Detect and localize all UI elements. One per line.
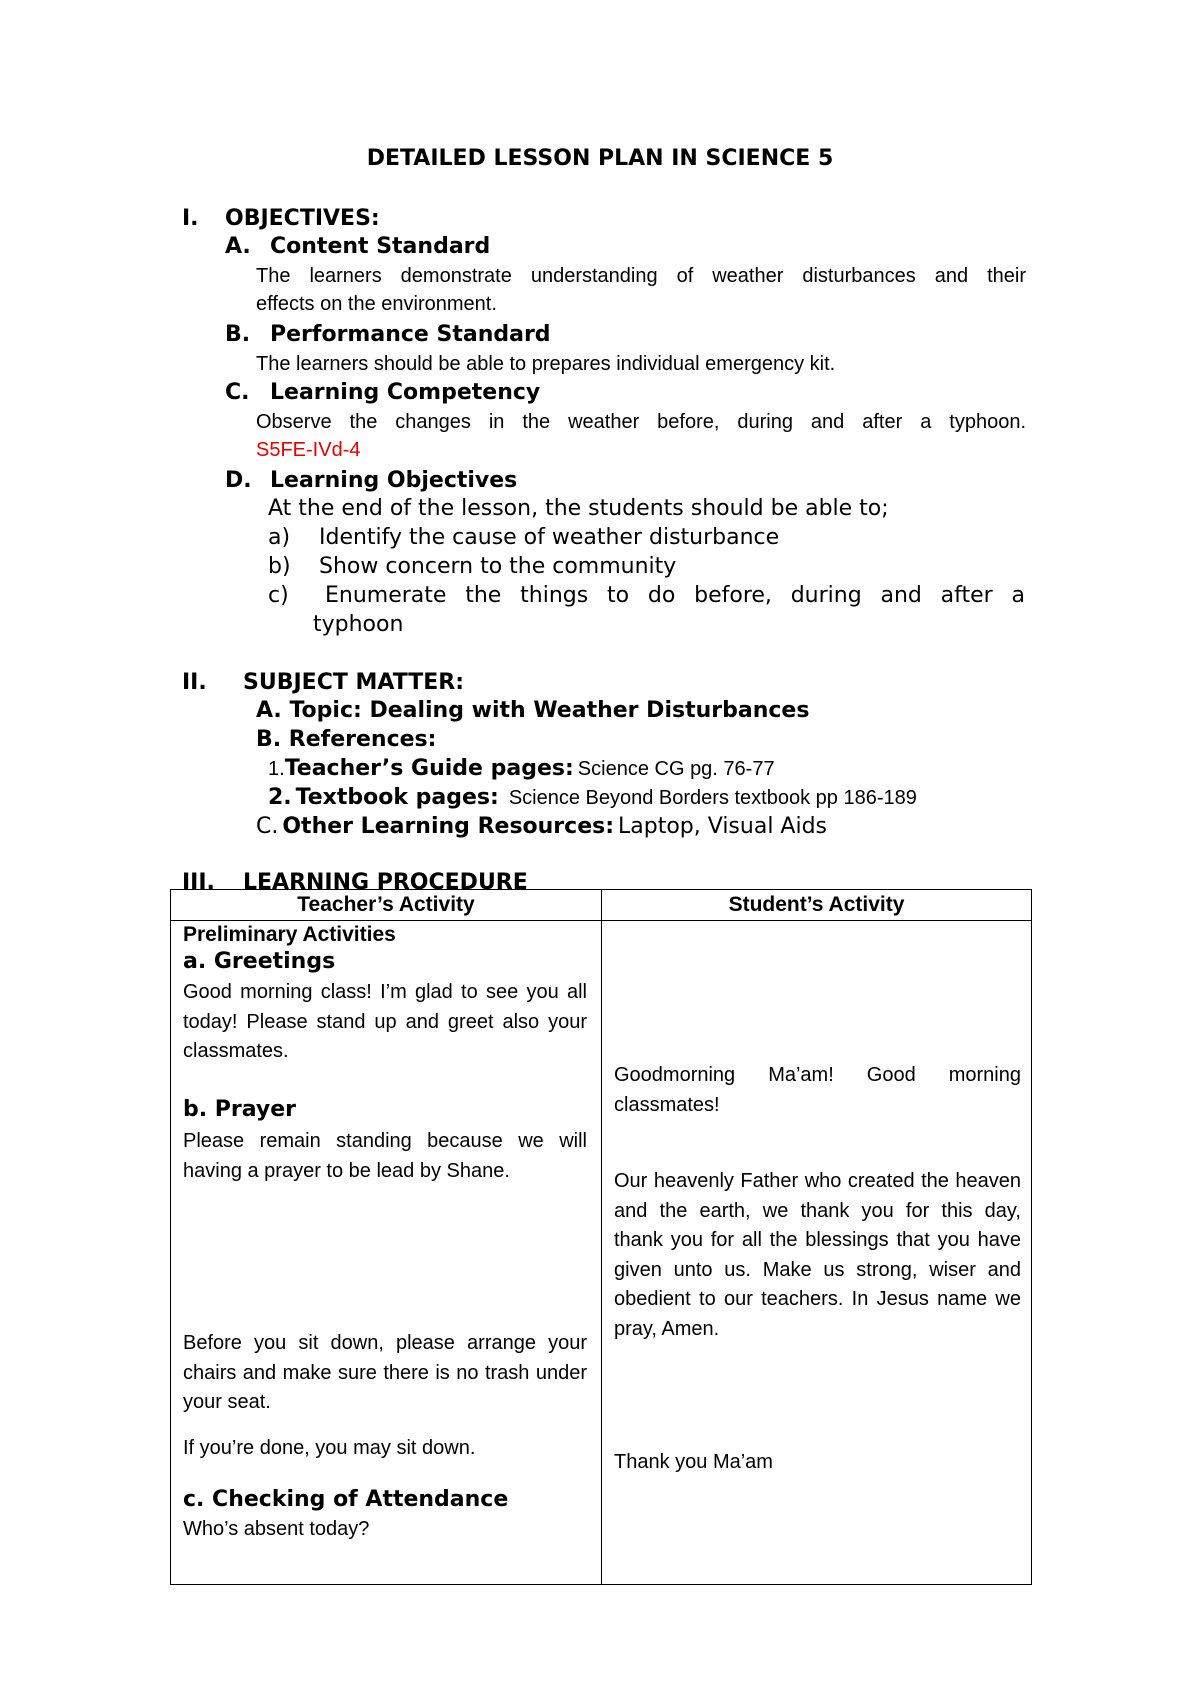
student-activity-header: Student’s Activity [602,890,1032,921]
learning-procedure-heading: LEARNING PROCEDURE [243,870,528,895]
competency-code: S5FE-IVd-4 [256,439,361,461]
teacher-activity-header: Teacher’s Activity [171,890,602,921]
arrange-chairs-text: Before you sit down, please arrange your chairs and make sure there is no trash under your seat. [183,1332,587,1413]
other-resources-value: Laptop, Visual Aids [618,814,828,839]
objective-marker: a) [268,525,291,550]
reference-letter: C. [256,814,279,839]
section-numeral: III. [182,870,215,895]
references-heading: B. References: [256,727,437,752]
objective-marker: c) [268,583,289,608]
textbook-label: Textbook pages: [295,785,499,810]
subsection-letter: D. [225,468,252,493]
topic: A. Topic: Dealing with Weather Disturbances [256,698,810,723]
learning-objectives-intro: At the end of the lesson, the students should be able to; [268,496,889,521]
subsection-letter: A. [225,234,251,259]
subject-matter-heading: SUBJECT MATTER: [243,670,464,695]
section-numeral: II. [182,670,207,695]
other-resources-label: Other Learning Resources: [282,814,615,839]
table-header-row [171,890,1032,921]
preliminary-heading: Preliminary Activities [183,923,396,946]
student-activity-cell [602,921,1032,1585]
thanks-reply: Thank you Ma’am [614,1451,773,1473]
objectives-heading: OBJECTIVES: [225,206,380,231]
greetings-heading: a. Greetings [183,949,336,974]
other-resources-line [256,814,827,839]
document-title: DETAILED LESSON PLAN IN SCIENCE 5 [366,146,834,171]
procedure-table [170,889,1032,1585]
reference-number: 2. [268,785,292,810]
greetings-text: Good morning class! I’m glad to see you all today! Please stand up and greet also your classmates. [183,981,587,1062]
section-numeral: I. [182,206,199,231]
prayer-reply: Our heavenly Father who created the heaven and the earth, we thank you for this day, thank you for all the blessings that you have given unto us. Make us strong, wiser and obedient to our teachers. In Jesus name we pray, Amen. [614,1170,1021,1340]
teachers-guide-value: Science CG pg. 76-77 [577,758,775,780]
prayer-text: Please remain standing because we will having a prayer to be lead by Shane. [183,1130,587,1182]
prayer-heading: b. Prayer [183,1097,297,1122]
attendance-text: Who’s absent today? [183,1518,370,1540]
sit-down-text: If you’re done, you may sit down. [183,1437,476,1459]
objective-item: Show concern to the community [319,554,677,579]
objective-item: Identify the cause of weather disturbance [319,525,780,550]
content-standard-text: The learners demonstrate understanding of weather disturbances and their [256,265,1026,287]
content-standard-text-cont: effects on the environment. [256,293,497,315]
teacher-activity-cell [171,921,602,1585]
subsection-letter: B. [225,322,251,347]
learning-objectives-heading: Learning Objectives [270,468,518,493]
table-row [171,921,1032,1585]
content-standard-heading: Content Standard [270,234,491,259]
textbook-line [268,785,917,810]
attendance-heading: c. Checking of Attendance [183,1487,509,1512]
subsection-letter: C. [225,380,250,405]
objective-item: Enumerate the things to do before, during and after a [325,583,1025,608]
teachers-guide-line [268,756,775,781]
performance-standard-text: The learners should be able to prepares individual emergency kit. [256,353,836,375]
textbook-value: Science Beyond Borders textbook pp 186-189 [508,787,917,809]
performance-standard-heading: Performance Standard [270,322,551,347]
learning-competency-text: Observe the changes in the weather before, during and after a typhoon. [256,411,1026,433]
objective-marker: b) [268,554,291,579]
learning-competency-heading: Learning Competency [270,380,541,405]
teachers-guide-label: Teacher’s Guide pages: [284,756,574,781]
reference-number: 1. [268,758,285,780]
greeting-reply: Goodmorning Ma’am! Good morning classmates! [614,1064,1021,1116]
objective-item-cont: typhoon [313,612,404,637]
